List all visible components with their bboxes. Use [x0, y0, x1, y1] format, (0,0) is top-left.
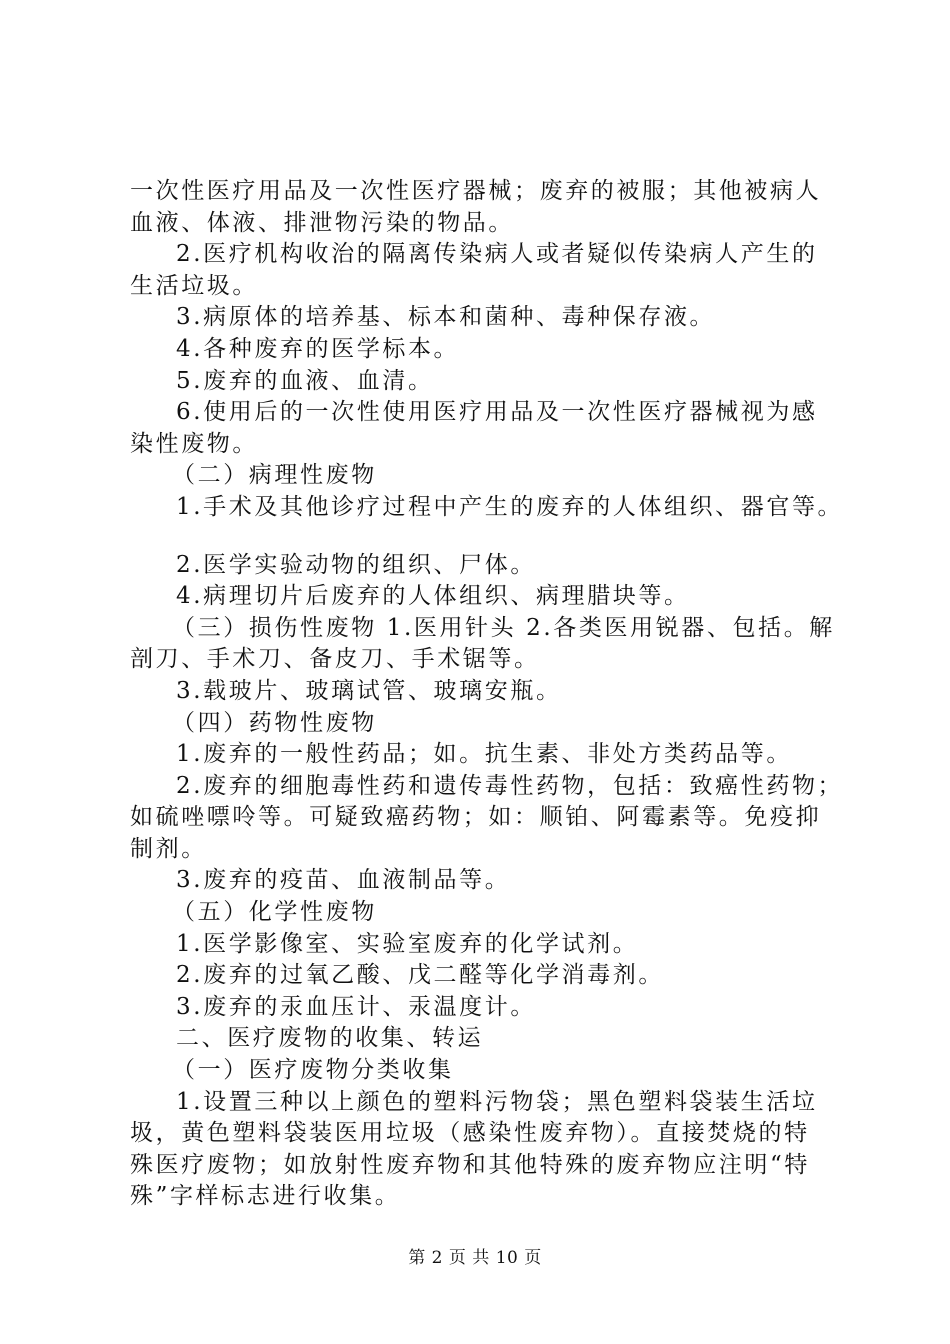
- section-heading: （三）损伤性废物 1.医用针头 2.各类医用锐器、包括。解: [172, 614, 835, 641]
- paragraph-line: 生活垃圾。: [130, 272, 258, 299]
- body-text: [130, 176, 850, 1213]
- paragraph-line: 3.废弃的汞血压计、汞温度计。: [176, 993, 536, 1020]
- paragraph-line: 3.病原体的培养基、标本和菌种、毒种保存液。: [176, 304, 716, 331]
- paragraph-line: 剖刀、手术刀、备皮刀、手术锯等。: [130, 646, 540, 673]
- section-heading: （一）医疗废物分类收集: [172, 1057, 454, 1084]
- blank-line: [130, 524, 850, 550]
- paragraph-line: 血液、体液、排泄物污染的物品。: [130, 209, 514, 236]
- section-heading: （五）化学性废物: [172, 899, 377, 926]
- paragraph-line: 1.废弃的一般性药品；如。抗生素、非处方类药品等。: [176, 741, 792, 768]
- paragraph-line: 4.各种废弃的医学标本。: [176, 335, 460, 362]
- paragraph-line: 一次性医疗用品及一次性医疗器械；废弃的被服；其他被病人: [130, 178, 822, 204]
- paragraph-line: 圾，黄色塑料袋装医用垃圾（感染性废弃物）。直接焚烧的特: [130, 1120, 810, 1147]
- paragraph-line: 2.医学实验动物的组织、尸体。: [176, 551, 536, 578]
- paragraph-line: 6.使用后的一次性使用医疗用品及一次性医疗器械视为感: [176, 399, 818, 426]
- chapter-heading: 二、医疗废物的收集、转运: [176, 1025, 484, 1052]
- paragraph-line: 3.载玻片、玻璃试管、玻璃安瓶。: [176, 677, 562, 704]
- paragraph-line: 2.废弃的过氧乙酸、戊二醛等化学消毒剂。: [176, 962, 664, 989]
- paragraph-line: 1.手术及其他诊疗过程中产生的废弃的人体组织、器官等。: [176, 493, 844, 520]
- paragraph-line: 2.医疗机构收治的隔离传染病人或者疑似传染病人产生的: [176, 241, 818, 268]
- paragraph-line: 4.病理切片后废弃的人体组织、病理腊块等。: [176, 583, 690, 610]
- paragraph-line: 5.废弃的血液、血清。: [176, 367, 434, 394]
- section-heading: （二）病理性废物: [172, 462, 377, 489]
- paragraph-line: 殊”字样标志进行收集。: [130, 1183, 401, 1210]
- paragraph-line: 殊医疗废物；如放射性废弃物和其他特殊的废弃物应注明“特: [130, 1151, 810, 1178]
- paragraph-line: 1.医学影像室、实验室废弃的化学试剂。: [176, 930, 639, 957]
- paragraph-line: 2.废弃的细胞毒性药和遗传毒性药物，包括：致癌性药物；: [176, 772, 844, 799]
- paragraph-line: 如硫唑嘌呤等。可疑致癌药物；如：顺铂、阿霉素等。免疫抑: [130, 804, 822, 831]
- paragraph-line: 染性废物。: [130, 430, 258, 457]
- paragraph-line: 3.废弃的疫苗、血液制品等。: [176, 867, 511, 894]
- paragraph-line: 1.设置三种以上颜色的塑料污物袋；黑色塑料袋装生活垃: [176, 1088, 818, 1115]
- paragraph-line: 制剂。: [130, 835, 207, 862]
- section-heading: （四）药物性废物: [172, 709, 377, 736]
- page-footer: 第 2 页 共 10 页: [408, 1248, 542, 1268]
